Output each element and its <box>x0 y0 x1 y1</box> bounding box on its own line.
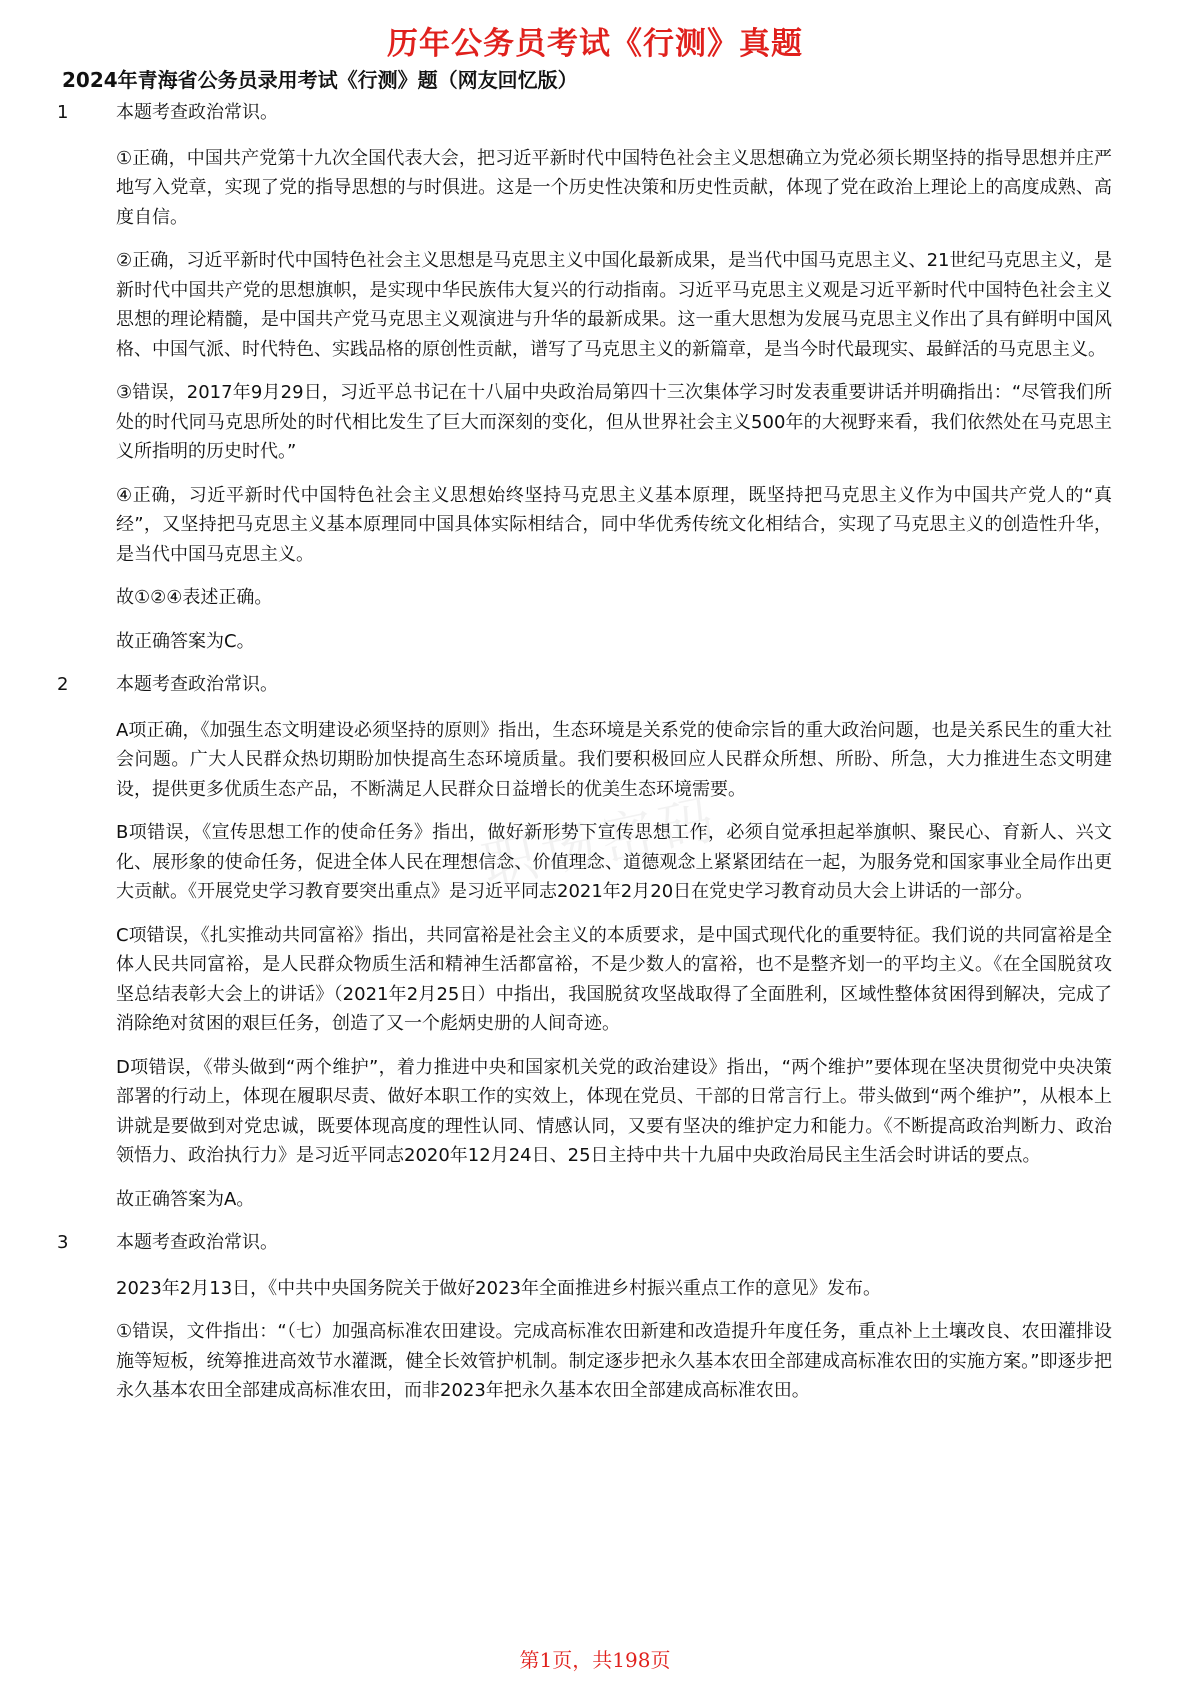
question-1 <box>0 98 1190 656</box>
question-number: 3 <box>57 1232 69 1253</box>
paragraph: D项错误，《带头做到“两个维护”，着力推进中央和国家机关党的政治建设》指出，“两个维护”要体现在坚决贯彻党中央决策部署的行动上，体现在履职尽责、做好本职工作的实效上，体现在党员、干部的日常言行上。带头做到“两个维护”，从根本上讲就是要做到对党忠诚，既要体现高度的理性认同、情感认同，又要有坚决的维护定力和能力。《不断提高政治判断力、政治领悟力、政治执行力》是习近平同志2020年12月24日、25日主持中共十九届中央政治局民主生活会时讲话的要点。 <box>116 1056 1112 1166</box>
paragraph: ①错误，文件指出：“（七）加强高标准农田建设。完成高标准农田新建和改造提升年度任务，重点补上土壤改良、农田灌排设施等短板，统筹推进高效节水灌溉，健全长效管护机制。制定逐步把永久基本农田全部建成高标准农田的实施方案。”即逐步把永久基本农田全部建成高标准农田，而非2023年把永久基本农田全部建成高标准农田。 <box>116 1321 1112 1401</box>
paragraph: 本题考查政治常识。 <box>116 102 278 123</box>
paragraph: ①正确，中国共产党第十九次全国代表大会，把习近平新时代中国特色社会主义思想确立为党必须长期坚持的指导思想并庄严地写入党章，实现了党的指导思想的与时俱进。这是一个历史性决策和历史性贡献，体现了党在政治上理论上的高度成熟、高度自信。 <box>116 147 1112 228</box>
paragraph: 2023年2月13日，《中共中央国务院关于做好2023年全面推进乡村振兴重点工作的意见》发布。 <box>116 1277 881 1299</box>
paragraph: 故①②④表述正确。 <box>116 587 273 608</box>
page-footer: 第1页，共198页 <box>519 1648 671 1672</box>
paragraph: A项正确，《加强生态文明建设必须坚持的原则》指出，生态环境是关系党的使命宗旨的重大政治问题，也是关系民生的重大社会问题。广大人民群众热切期盼加快提高生态环境质量。我们要积极回应人民群众所想、所盼、所急，大力推进生态文明建设，提供更多优质生态产品，不断满足人民群众日益增长的优美生态环境需要。 <box>116 719 1112 800</box>
paragraph: 本题考查政治常识。 <box>116 1232 278 1253</box>
paragraph: ②正确，习近平新时代中国特色社会主义思想是马克思主义中国化最新成果，是当代中国马克思主义、21世纪马克思主义，是新时代中国共产党的思想旗帜，是实现中华民族伟大复兴的行动指南。习近平马克思主义观是习近平新时代中国特色社会主义思想的理论精髓，是中国共产党马克思主义观演进与升华的最新成果。这一重大思想为发展马克思主义作出了具有鲜明中国风格、中国气派、时代特色、实践品格的原创性贡献，谱写了马克思主义的新篇章，是当今时代最现实、最鲜活的马克思主义。 <box>116 250 1112 360</box>
page-header: 历年公务员考试《行测》真题 <box>387 26 803 62</box>
question-body <box>116 670 1112 1214</box>
question-3 <box>0 1228 1190 1406</box>
document-body <box>0 98 1190 1420</box>
question-2 <box>0 670 1190 1214</box>
paragraph: B项错误，《宣传思想工作的使命任务》指出，做好新形势下宣传思想工作，必须自觉承担起举旗帜、聚民心、育新人、兴文化、展形象的使命任务，促进全体人民在理想信念、价值理念、道德观念上紧紧团结在一起，为服务党和国家事业全局作出更大贡献。《开展党史学习教育要突出重点》是习近平同志2021年2月20日在党史学习教育动员大会上讲话的一部分。 <box>116 822 1112 902</box>
watermark: 职场密码 <box>476 786 725 899</box>
question-number: 1 <box>57 102 69 123</box>
question-number: 2 <box>57 674 69 695</box>
paragraph: ④正确，习近平新时代中国特色社会主义思想始终坚持马克思主义基本原理，既坚持把马克思主义作为中国共产党人的“真经”，又坚持把马克思主义基本原理同中国具体实际相结合，同中华优秀传统文化相结合，实现了马克思主义的创造性升华，是当代中国马克思主义。 <box>116 484 1112 565</box>
paragraph: C项错误，《扎实推动共同富裕》指出，共同富裕是社会主义的本质要求，是中国式现代化的重要特征。我们说的共同富裕是全体人民共同富裕，是人民群众物质生活和精神生活都富裕，不是少数人的富裕，也不是整齐划一的平均主义。《在全国脱贫攻坚总结表彰大会上的讲话》（2021年2月25日）中指出，我国脱贫攻坚战取得了全面胜利，区域性整体贫困得到解决，完成了消除绝对贫困的艰巨任务，创造了又一个彪炳史册的人间奇迹。 <box>116 924 1112 1034</box>
paragraph: 故正确答案为A。 <box>116 1188 255 1210</box>
paragraph: 故正确答案为C。 <box>116 630 255 652</box>
question-body <box>116 98 1112 656</box>
document-title: 2024年青海省公务员录用考试《行测》题（网友回忆版） <box>62 68 578 92</box>
question-body <box>116 1228 1112 1406</box>
paragraph: 本题考查政治常识。 <box>116 674 278 695</box>
paragraph: ③错误，2017年9月29日，习近平总书记在十八届中央政治局第四十三次集体学习时发表重要讲话并明确指出：“尽管我们所处的时代同马克思所处的时代相比发生了巨大而深刻的变化，但从世界社会主义500年的大视野来看，我们依然处在马克思主义所指明的历史时代。” <box>116 382 1112 462</box>
